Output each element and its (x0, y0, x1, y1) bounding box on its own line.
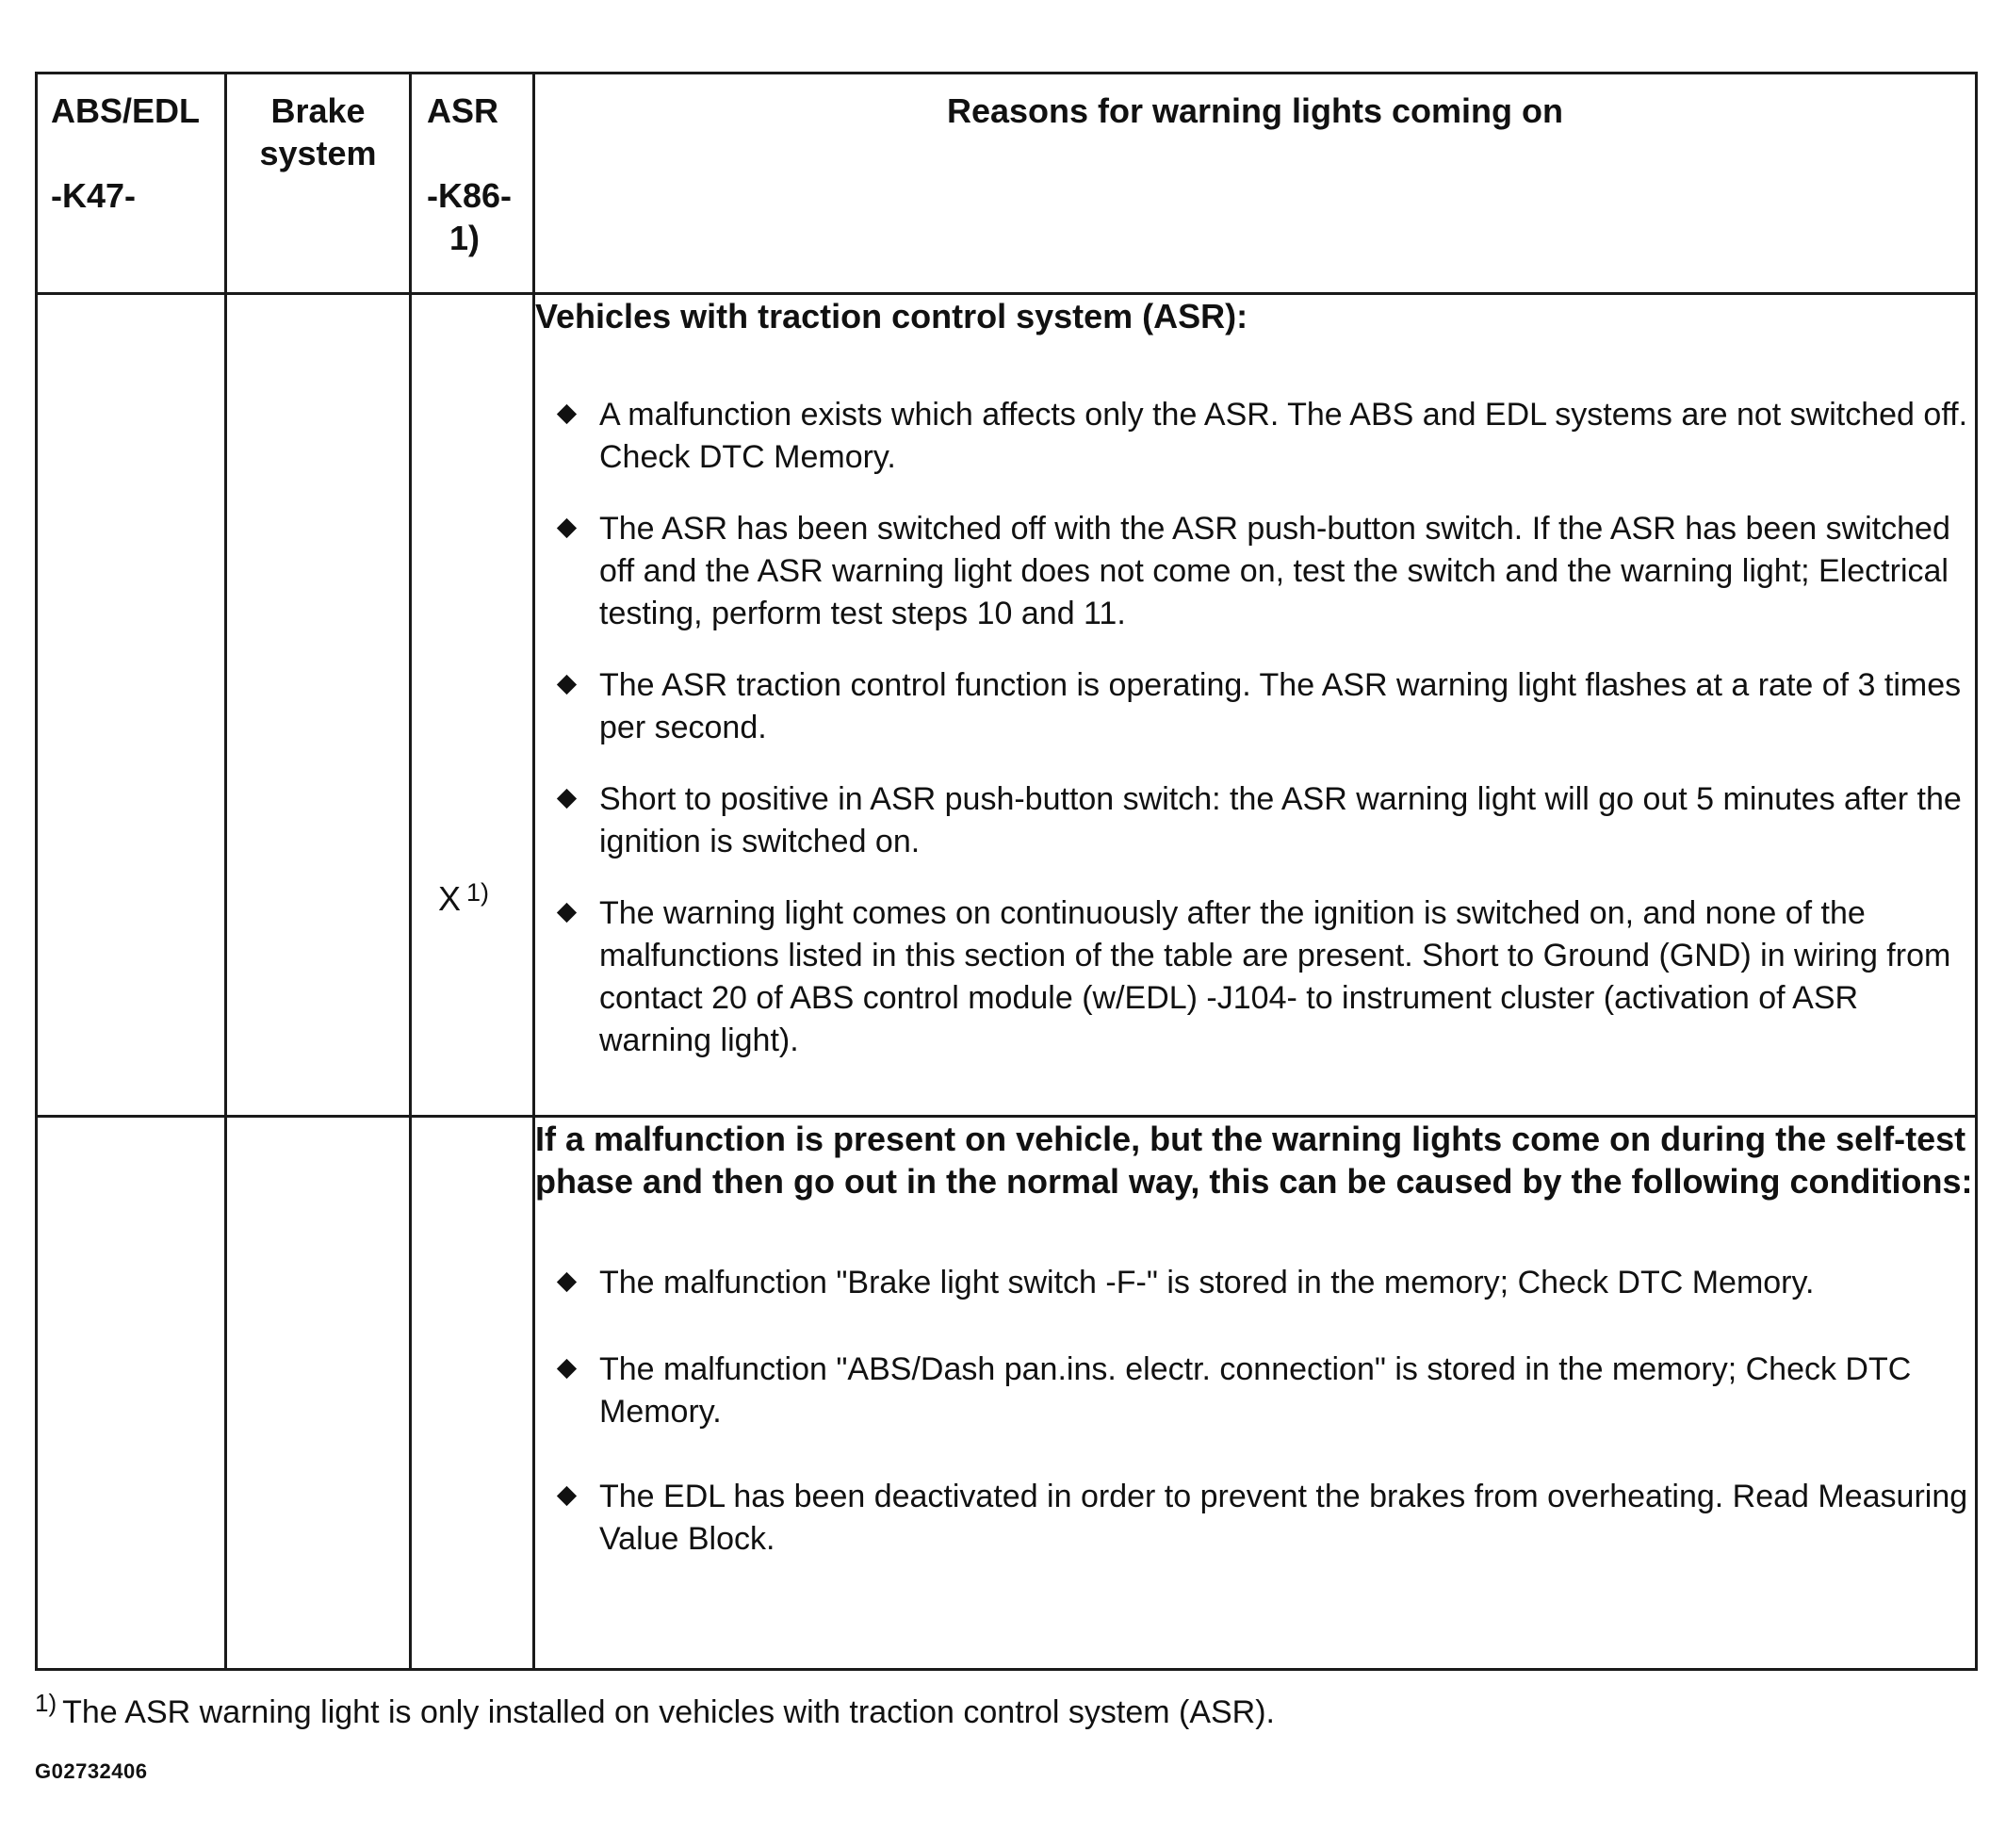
bullet-text: The malfunction "ABS/Dash pan.ins. electr. connection" is stored in the memory; Check DTC Memory. (599, 1351, 1912, 1430)
footnote (35, 1689, 1275, 1735)
header-brake-label: Brake system (259, 91, 377, 172)
cell-abs-empty (37, 294, 226, 1117)
header-asr-code: -K86- (427, 176, 513, 215)
header-brake-system (226, 74, 411, 294)
bullet-text: The malfunction "Brake light switch -F-" is stored in the memory; Check DTC Memory. (599, 1265, 1815, 1300)
bullet-text: The warning light comes on continuously after the ignition is switched on, and none of the malfunctions listed in this section of the table are present. Short to Ground (GND) in wiring from contact 20 of ABS control module (w/EDL) -J104- to instrument cluster (activation of ASR warning light). (599, 895, 1951, 1058)
cell-asr-mark (411, 294, 534, 1117)
header-abs-edl-label: ABS/EDL (51, 91, 201, 130)
list-item (535, 1262, 1975, 1304)
diamond-bullet-icon (557, 789, 577, 809)
diamond-bullet-icon (557, 903, 577, 923)
bullet-text: The ASR traction control function is operating. The ASR warning light flashes at a rate of 3 times per second. (599, 667, 1962, 745)
bullet-text: A malfunction exists which affects only the ASR. The ABS and EDL systems are not switched off. Check DTC Memory. (599, 397, 1968, 475)
self-test-section-title: If a malfunction is present on vehicle, but the warning lights come on during the self-test phase and then go out in the normal way, this can be caused by the following conditions: (535, 1120, 1973, 1201)
bullet-text: Short to positive in ASR push-button switch: the ASR warning light will go out 5 minutes after the ignition is switched on. (599, 781, 1962, 859)
header-reasons-label: Reasons for warning lights coming on (946, 91, 1564, 130)
asr-x-footnote-ref: 1) (466, 878, 490, 907)
cell-brake-empty (226, 1117, 411, 1670)
header-abs-edl-code: -K47- (51, 176, 137, 215)
header-asr-label: ASR (427, 91, 499, 130)
list-item (535, 892, 1975, 1062)
diamond-bullet-icon (557, 404, 577, 424)
list-item (535, 394, 1975, 479)
list-item (535, 1349, 1975, 1433)
diamond-bullet-icon (557, 1486, 577, 1506)
footnote-marker: 1) (35, 1689, 57, 1717)
footnote-text: The ASR warning light is only installed on vehicles with traction control system (ASR). (62, 1694, 1275, 1730)
cell-brake-empty (226, 294, 411, 1117)
self-test-bullet-list (535, 1262, 1975, 1561)
list-item (535, 508, 1975, 635)
cell-asr-reasons (534, 294, 1977, 1117)
diamond-bullet-icon (557, 1272, 577, 1292)
cell-self-test-reasons (534, 1117, 1977, 1670)
cell-abs-empty (37, 1117, 226, 1670)
diamond-bullet-icon (557, 675, 577, 695)
bullet-text: The ASR has been switched off with the ASR push-button switch. If the ASR has been switched off and the ASR warning light does not come on, test the switch and the warning light; Electrical testing, perform test steps 10 and 11. (599, 511, 1950, 631)
bullet-text: The EDL has been deactivated in order to prevent the brakes from overheating. Read Measuring Value Block. (599, 1479, 1968, 1557)
warning-lights-table (35, 72, 1978, 1671)
table-row-self-test (37, 1117, 1977, 1670)
table-header-row (37, 74, 1977, 294)
list-item (535, 1476, 1975, 1561)
asr-x-letter: X (438, 879, 462, 918)
asr-bullet-list (535, 394, 1975, 1062)
header-reasons (534, 74, 1977, 294)
list-item (535, 664, 1975, 749)
header-asr (411, 74, 534, 294)
cell-asr-empty (411, 1117, 534, 1670)
asr-x-mark (438, 880, 489, 921)
asr-section-title: Vehicles with traction control system (ASR): (535, 297, 1248, 335)
table-row-asr (37, 294, 1977, 1117)
figure-id: G02732406 (35, 1759, 148, 1783)
diamond-bullet-icon (557, 1359, 577, 1379)
diamond-bullet-icon (557, 518, 577, 538)
header-asr-note: 1) (449, 219, 481, 257)
header-abs-edl (37, 74, 226, 294)
list-item (535, 778, 1975, 863)
